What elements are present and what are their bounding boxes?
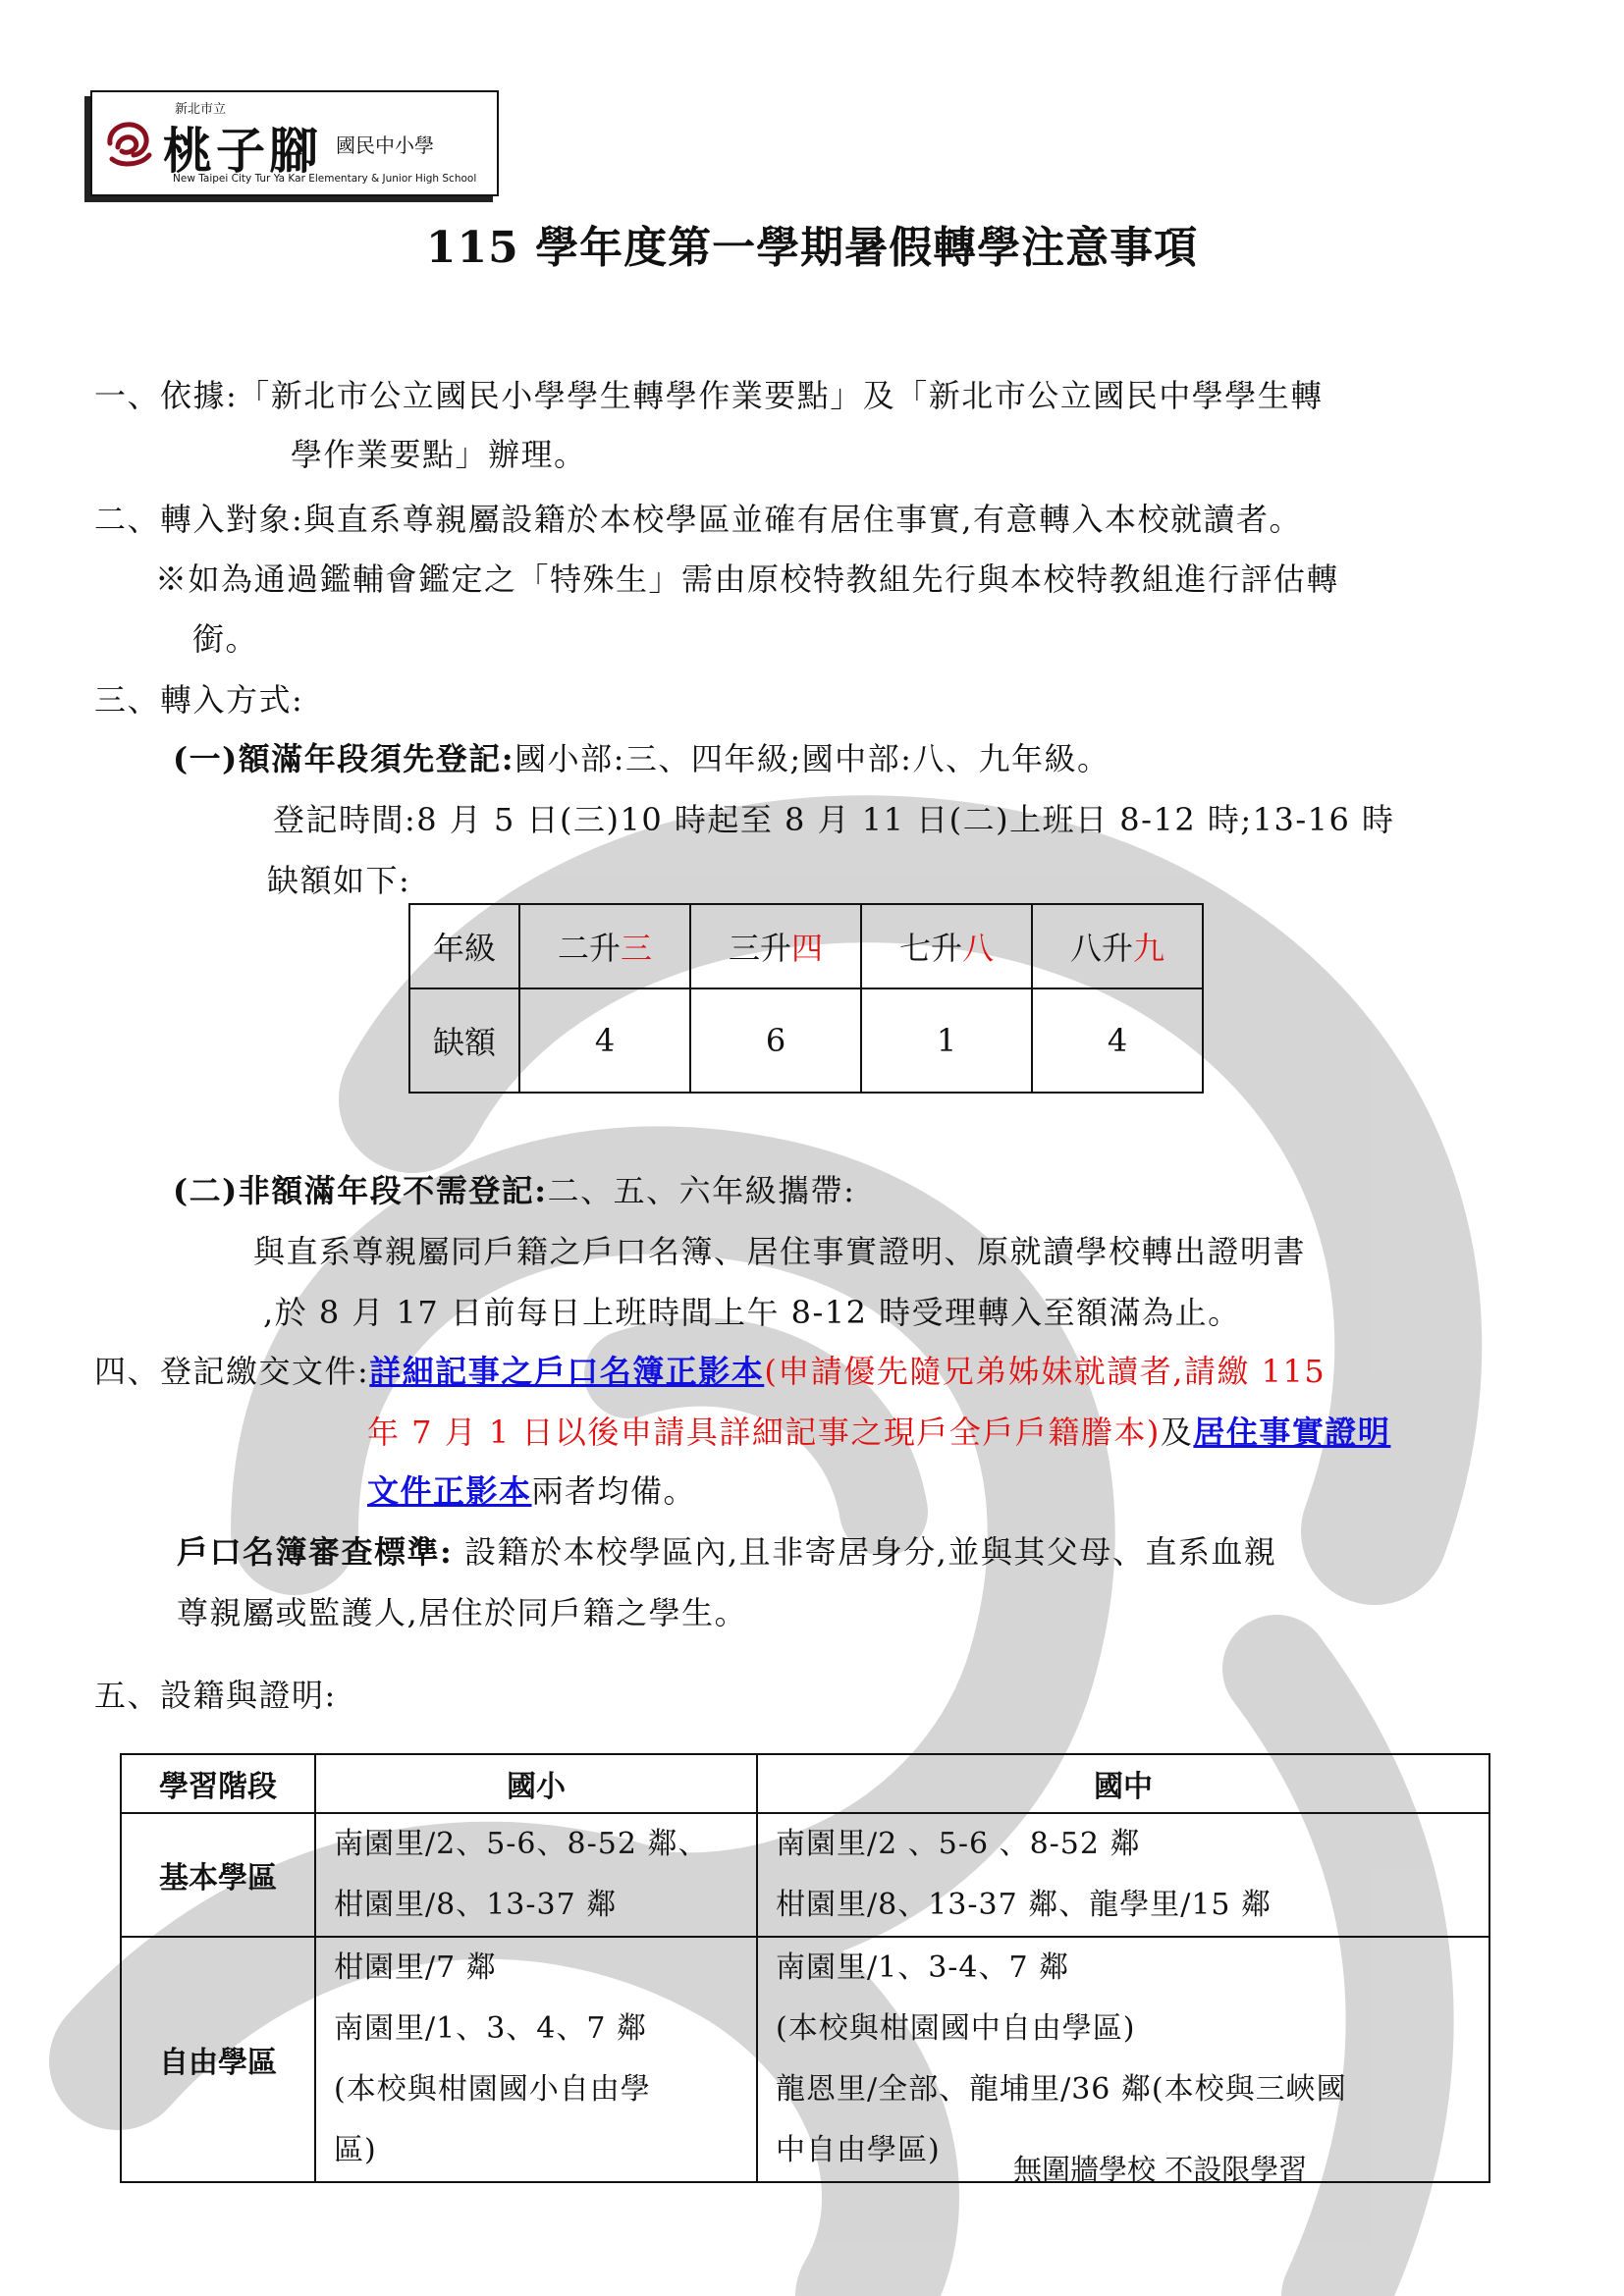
header-elementary: 國小 xyxy=(315,1754,757,1813)
header-stage: 學習階段 xyxy=(121,1754,315,1813)
section-2-line-1: 二、轉入對象:與直系尊親屬設籍於本校學區並確有居住事實,有意轉入本校就讀者。 xyxy=(94,501,1302,538)
cell-line: 柑園里/7 鄰 xyxy=(334,1950,497,1985)
header-junior: 國中 xyxy=(757,1754,1489,1813)
section-5-heading: 五、設籍與證明: xyxy=(94,1677,337,1714)
basic-junior-cell xyxy=(757,1813,1489,1937)
logo-school-type: 國民中小學 xyxy=(336,133,434,157)
page-title: 115 學年度第一學期暑假轉學注意事項 xyxy=(425,223,1199,273)
vacancy-count: 4 xyxy=(519,988,690,1093)
district-header-row xyxy=(121,1754,1489,1813)
residence-proof-link-cont[interactable]: 文件正影本 xyxy=(367,1472,532,1510)
grade-cell: 七升八 xyxy=(861,904,1032,988)
school-logo xyxy=(90,90,499,196)
priority-note-1: (申請優先隨兄弟姊妹就讀者,請繳 115 xyxy=(764,1353,1326,1390)
grade-label: 年級 xyxy=(409,904,519,988)
cell-line: 柑園里/8、13-37 鄰 xyxy=(334,1888,618,1922)
sub1-text: 國小部:三、四年級;國中部:八、九年級。 xyxy=(514,740,1110,777)
vacancy-count-row xyxy=(409,988,1203,1093)
vacancy-count: 4 xyxy=(1032,988,1203,1093)
grade-cell: 三升四 xyxy=(690,904,861,988)
sub2-line-3: ,於 8 月 17 日前每日上班時間上午 8-12 時受理轉入至額滿為止。 xyxy=(263,1294,1241,1331)
vacancy-label: 缺額 xyxy=(409,988,519,1093)
school-emblem-icon xyxy=(98,110,161,173)
section-4-line-1 xyxy=(94,1347,1326,1392)
logo-school-name: 桃子腳 xyxy=(163,122,322,180)
sub1-title: (一)額滿年段須先登記: xyxy=(173,740,515,777)
basic-district-label: 基本學區 xyxy=(121,1813,315,1937)
sub2-title: (二)非額滿年段不需登記: xyxy=(173,1172,548,1209)
section-3-heading: 三、轉入方式: xyxy=(94,681,304,719)
cell-line: 區) xyxy=(334,2133,377,2167)
free-district-label: 自由學區 xyxy=(121,1937,315,2182)
section-2-line-3: 銜。 xyxy=(192,620,259,658)
district-table xyxy=(120,1753,1490,2183)
and-text: 及 xyxy=(1160,1414,1194,1451)
free-junior-cell xyxy=(757,1937,1489,2182)
free-elementary-cell xyxy=(315,1937,757,2182)
residence-proof-link[interactable]: 居住事實證明 xyxy=(1193,1414,1391,1451)
cell-line: 柑園里/8、13-37 鄰、龍學里/15 鄰 xyxy=(776,1888,1272,1922)
cell-line: (本校與柑園國中自由學區) xyxy=(776,2011,1136,2046)
cell-line: 中自由學區) xyxy=(776,2133,941,2167)
basic-district-row xyxy=(121,1813,1489,1937)
section-1-line-2: 學作業要點」辦理。 xyxy=(291,436,587,473)
section-4-line-2 xyxy=(367,1408,1390,1453)
logo-english-name: New Taipei City Tur Ya Kar Elementary & Junior High School xyxy=(173,173,477,185)
vacancy-count: 1 xyxy=(861,988,1032,1093)
cell-line: 龍恩里/全部、龍埔里/36 鄰(本校與三峽國 xyxy=(776,2072,1347,2107)
grade-cell: 八升九 xyxy=(1032,904,1203,988)
section-4-heading: 四、登記繳交文件: xyxy=(94,1353,370,1390)
vacancy-intro: 缺額如下: xyxy=(267,862,411,899)
footer-slogan: 無圍牆學校 不設限學習 xyxy=(1013,2153,1308,2186)
cell-line: 南園里/1、3-4、7 鄰 xyxy=(776,1950,1070,1985)
review-standard-line-1 xyxy=(177,1527,1276,1573)
review-standard-text: 設籍於本校學區內,且非寄居身分,並與其父母、直系血親 xyxy=(464,1533,1277,1571)
basic-elementary-cell xyxy=(315,1813,757,1937)
review-standard-line-2: 尊親屬或監護人,居住於同戶籍之學生。 xyxy=(177,1594,748,1631)
sub2-text: 二、五、六年級攜帶: xyxy=(547,1172,856,1209)
cell-line: 南園里/2、5-6、8-52 鄰、 xyxy=(334,1827,709,1861)
review-standard-title: 戶口名簿審查標準: xyxy=(177,1533,454,1571)
section-3-sub2 xyxy=(173,1166,855,1211)
section-1-line-1: 一、依據:「新北市公立國民小學學生轉學作業要點」及「新北市公立國民中學學生轉 xyxy=(94,377,1324,414)
household-register-link[interactable]: 詳細記事之戶口名簿正影本 xyxy=(369,1353,765,1390)
section-4-line-3 xyxy=(367,1467,696,1512)
priority-note-2: 年 7 月 1 日以後申請具詳細記事之現戶全戶戶籍謄本) xyxy=(367,1414,1161,1451)
vacancy-table xyxy=(408,903,1204,1094)
cell-line: 南園里/1、3、4、7 鄰 xyxy=(334,2011,647,2046)
sub2-line-2: 與直系尊親屬同戶籍之戶口名簿、居住事實證明、原就讀學校轉出證明書 xyxy=(253,1233,1307,1270)
section-3-sub1 xyxy=(173,734,1110,779)
registration-time: 登記時間:8 月 5 日(三)10 時起至 8 月 11 日(二)上班日 8-12 時;13-16 時 xyxy=(273,801,1395,838)
vacancy-count: 6 xyxy=(690,988,861,1093)
cell-line: 南園里/2 、5-6 、8-52 鄰 xyxy=(776,1827,1141,1861)
logo-city: 新北市立 xyxy=(175,102,227,117)
cell-line: (本校與柑園國小自由學 xyxy=(334,2072,651,2107)
section-2-line-2: ※如為通過鑑輔會鑑定之「特殊生」需由原校特教組先行與本校特教組進行評估轉 xyxy=(155,561,1340,598)
both-required: 兩者均備。 xyxy=(531,1472,697,1510)
grade-cell: 二升三 xyxy=(519,904,690,988)
free-district-row xyxy=(121,1937,1489,2182)
vacancy-header-row xyxy=(409,904,1203,988)
